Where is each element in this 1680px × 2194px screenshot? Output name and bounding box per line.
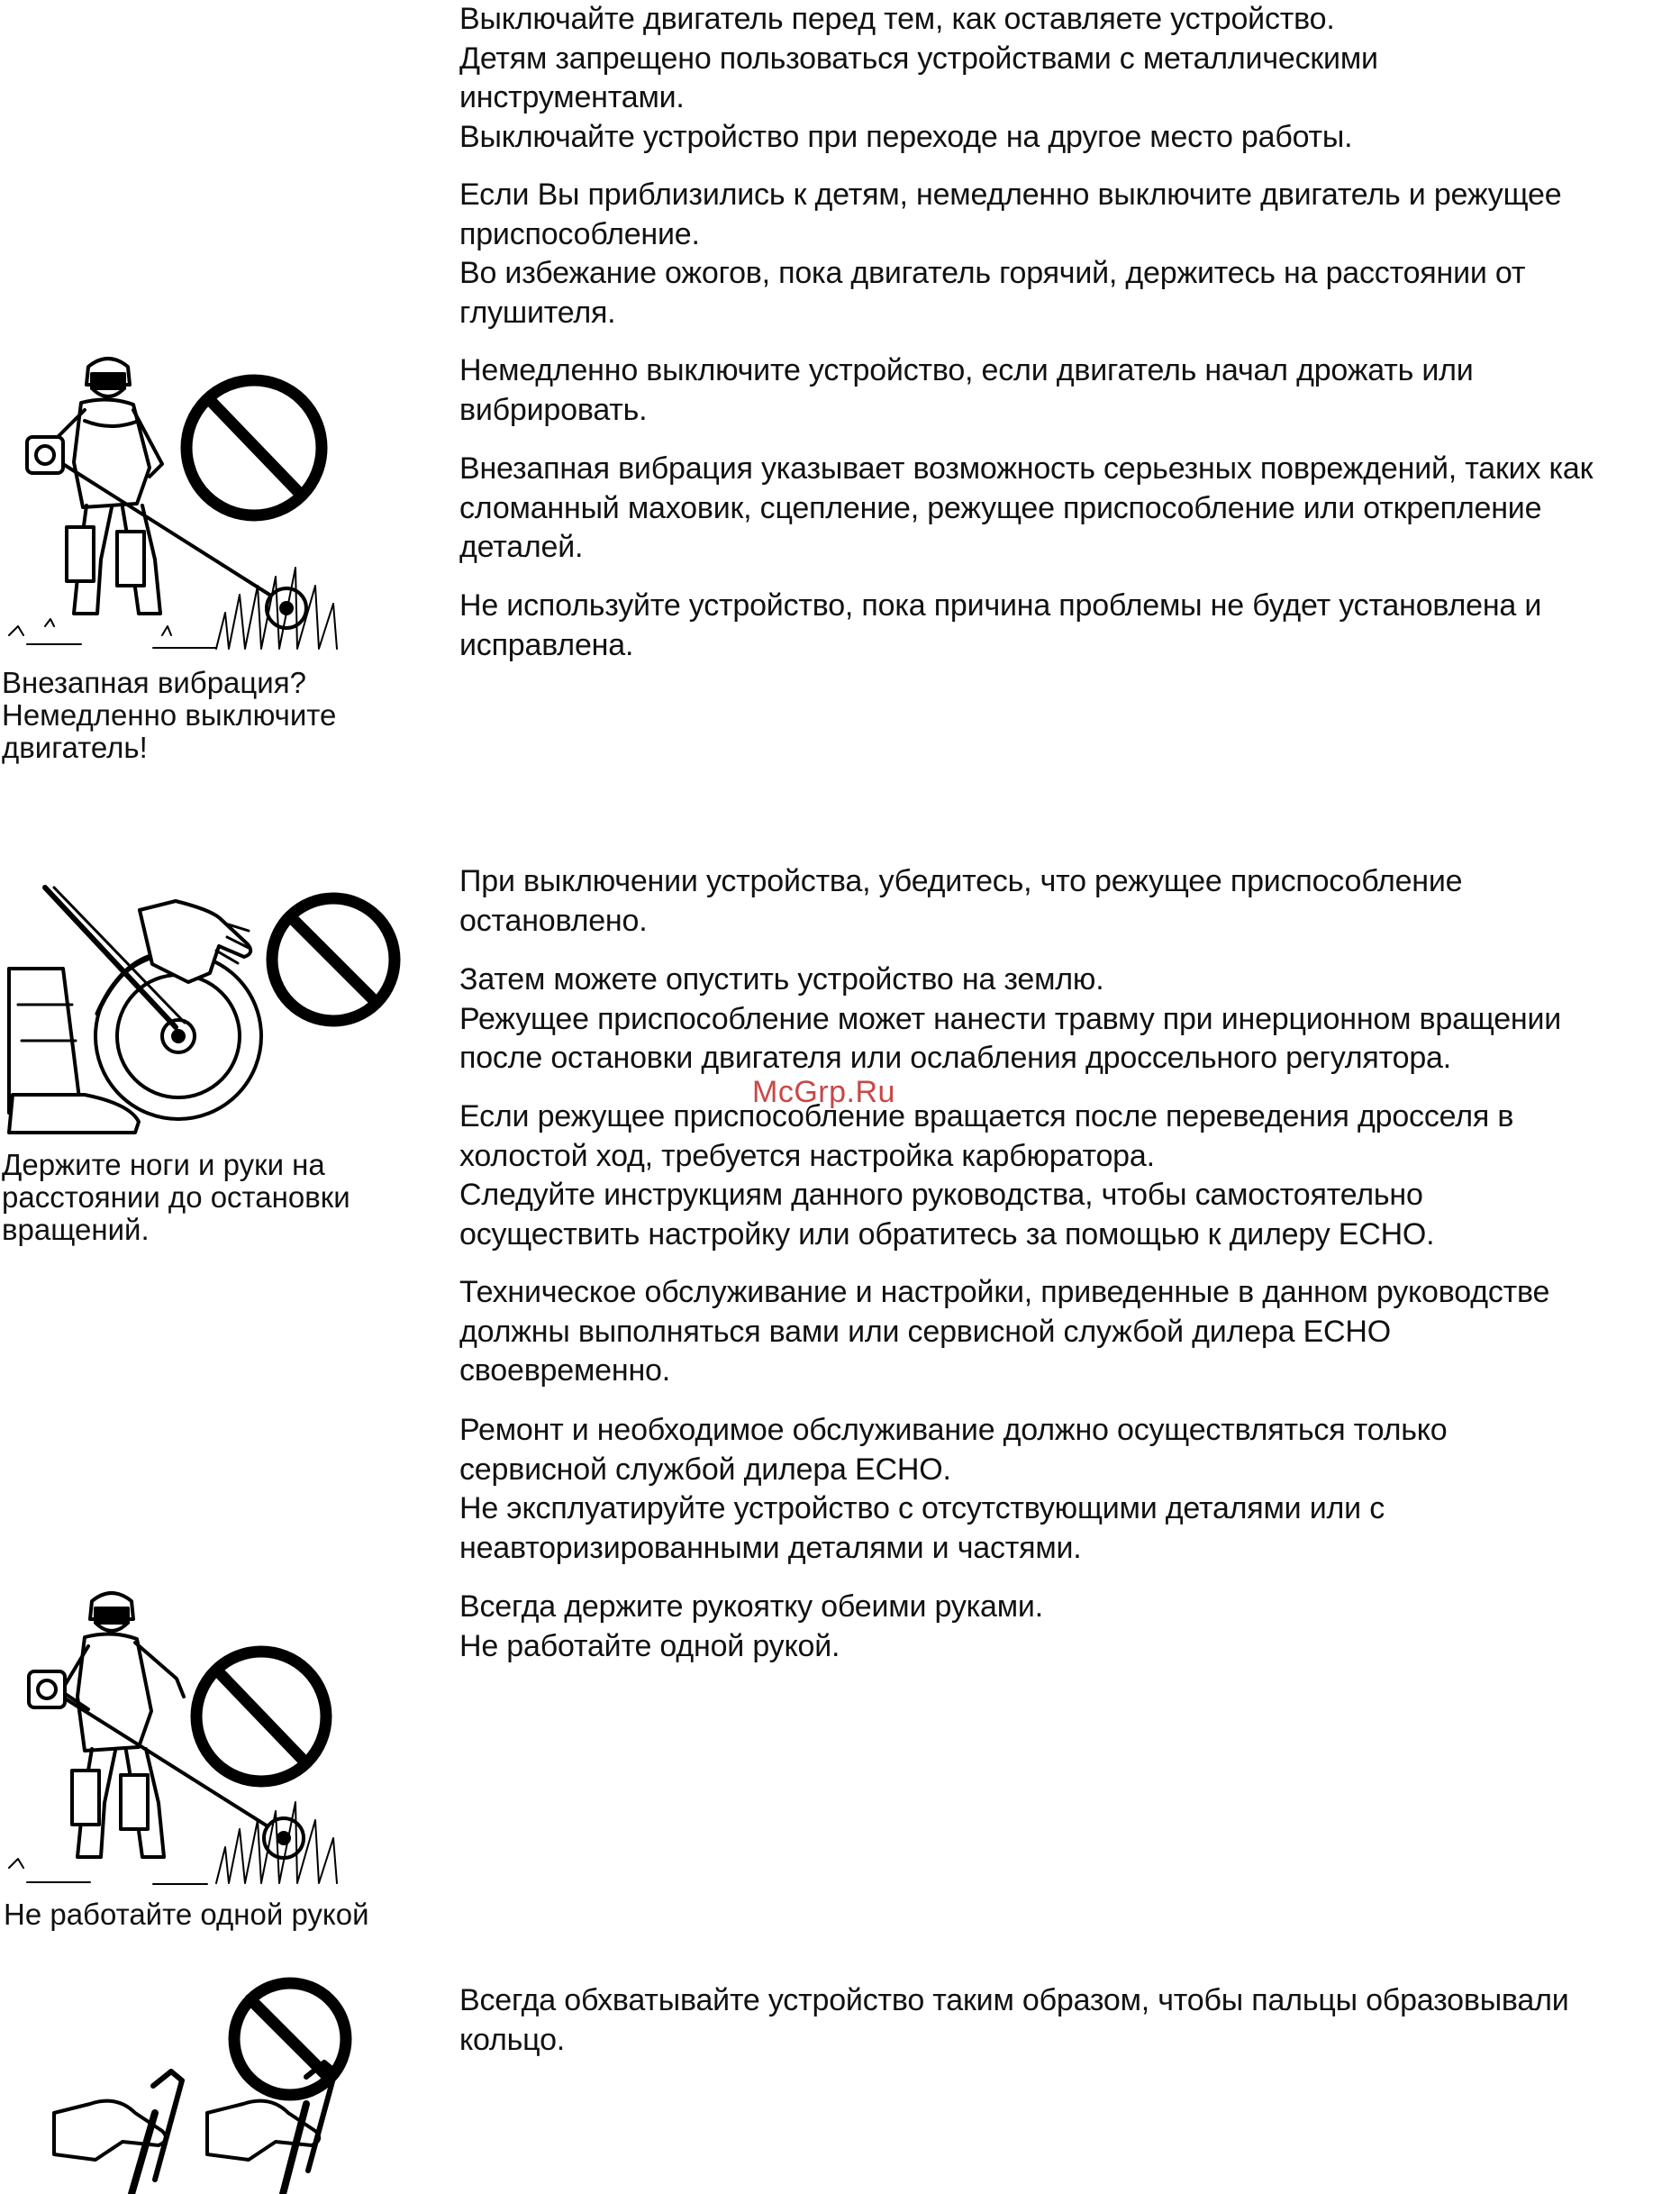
paragraph-stop-on-vibration: Немедленно выключите устройство, если двигатель начал дрожать или вибрировать.	[459, 353, 1474, 427]
paragraph-carburetor: Если режущее приспособление вращается после переведения дросселя в холостой ход, требуется настройка карбюратора. Следуйте инструкциям данного руководства, чтобы самостоятельно осуществить настройку или обратитесь за помощью к дилеру ECHO.	[459, 1099, 1514, 1252]
paragraph-two-hands: Всегда держите рукоятку обеими руками. Не работайте одной рукой.	[459, 1589, 1043, 1663]
one-hand-operator-prohibited-icon	[9, 1581, 405, 1888]
paragraph-grip-ring: Всегда обхватывайте устройство таким образом, чтобы пальцы образовывали кольцо.	[459, 1983, 1569, 2057]
paragraph-maintenance: Техническое обслуживание и настройки, приведенные в данном руководстве должны выполняться вами или сервисной службой дилера ECHO своевременно.	[459, 1275, 1550, 1388]
blade-foot-hand-prohibited-icon	[0, 888, 414, 1135]
paragraph-leave-device: Выключайте двигатель перед тем, как оставляете устройство. Детям запрещено пользоваться устройствами с металлическими инструментами. Выключайте устройство при переходе на другое место работы.	[459, 2, 1378, 154]
caption-keep-away: Держите ноги и руки на расстоянии до остановки вращений.	[2, 1148, 350, 1246]
caption-one-hand: Не работайте одной рукой	[4, 1898, 369, 1931]
watermark: McGrp.Ru	[752, 1075, 895, 1109]
paragraph-repair: Ремонт и необходимое обслуживание должно осуществляться только сервисной службой дилера ECHO. Не эксплуатируйте устройство с отсутствующими деталями или с неавторизированными деталями и частями.	[459, 1413, 1448, 1565]
paragraph-children-nearby: Если Вы приблизились к детям, немедленно выключите двигатель и режущее приспособление. Во избежание ожогов, пока двигатель горячий, держитесь на расстоянии от глушителя.	[459, 178, 1562, 330]
caption-vibration: Внезапная вибрация? Немедленно выключите двигатель!	[2, 666, 337, 764]
paragraph-blade-stopped: При выключении устройства, убедитесь, что режущее приспособление остановлено.	[459, 864, 1463, 938]
paragraph-lower-device: Затем можете опустить устройство на землю. Режущее приспособление может нанести травму при инерционном вращении после остановки двигателя или ослабления дроссельного регулятора.	[459, 962, 1562, 1075]
paragraph-do-not-use: Не используйте устройство, пока причина проблемы не будет установлена и исправлена.	[459, 588, 1542, 662]
paragraph-vibration-cause: Внезапная вибрация указывает возможность серьезных повреждений, таких как сломанный маховик, сцепление, режущее приспособление или открепление деталей.	[459, 451, 1594, 564]
thumb-grip-prohibited-icon	[54, 1978, 360, 2194]
operator-trimmer-prohibited-icon	[9, 347, 405, 658]
